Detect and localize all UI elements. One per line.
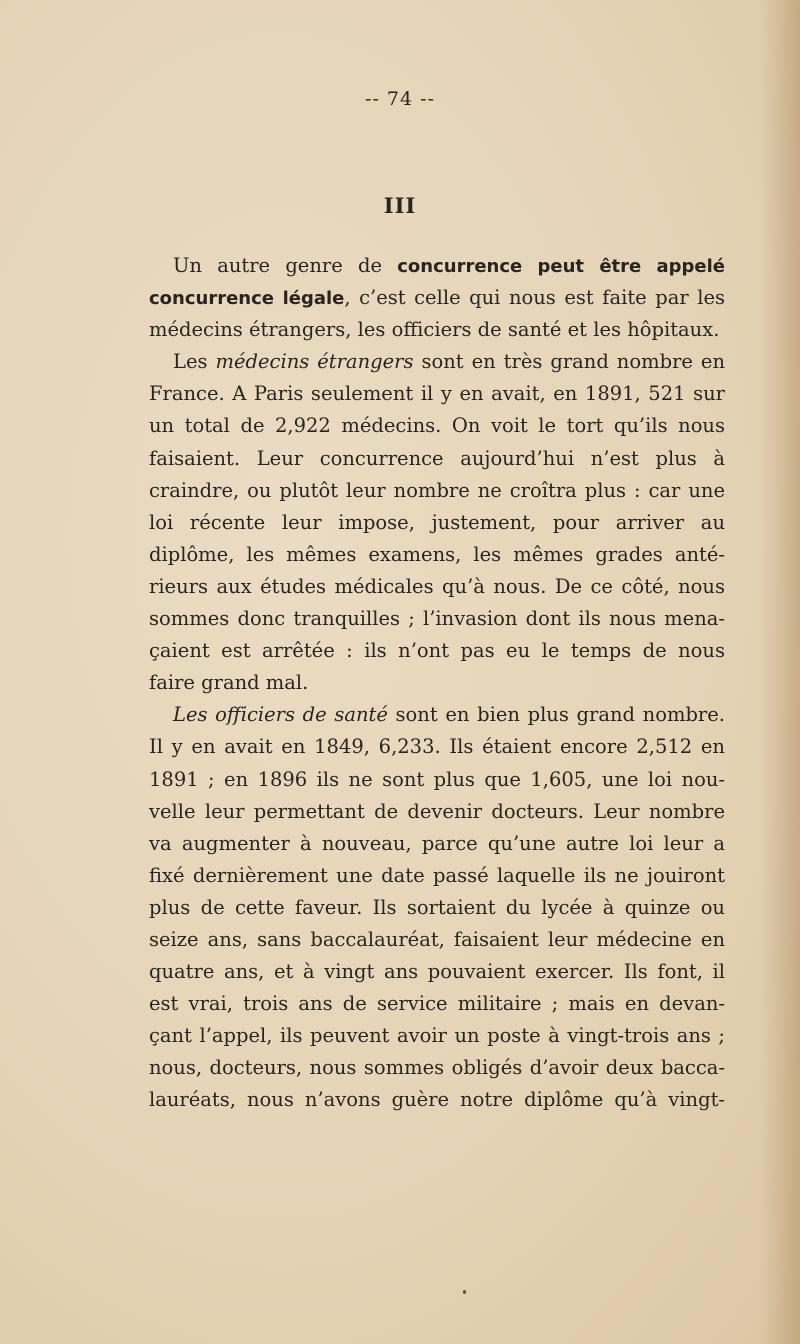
text-line: Les médecins étrangers sont en très grand nombre en: [173, 350, 726, 374]
text-line: est vrai, trois ans de service militaire ; mais en devan-: [149, 992, 725, 1016]
text-line: seize ans, sans baccalauréat, faisaient leur médecine en: [149, 927, 725, 951]
paper-speck: [463, 1290, 466, 1294]
text-line: sommes donc tranquilles ; l’invasion dont ils nous mena-: [149, 607, 725, 631]
text-line: nous, docteurs, nous sommes obligés d’avoir deux bacca-: [149, 1056, 725, 1080]
text-line: diplôme, les mêmes examens, les mêmes grades anté-: [149, 542, 725, 566]
text-line: va augmenter à nouveau, parce qu’une autre loi leur a: [149, 831, 725, 855]
text-line: çaient est arrêtée : ils n’ont pas eu le temps de nous: [149, 639, 725, 663]
text-line: Un autre genre de concurrence peut être appelé: [173, 254, 726, 277]
text-line: çant l’appel, ils peuvent avoir un poste à vingt-trois ans ;: [149, 1024, 725, 1048]
text-line: velle leur permettant de devenir docteurs. Leur nombre: [149, 799, 725, 823]
section-heading: III: [383, 193, 417, 218]
body-text: [149, 250, 725, 1117]
text-line: loi récente leur impose, justement, pour arriver au: [149, 510, 725, 534]
text-line: lauréats, nous n’avons guère notre diplôme qu’à vingt-: [149, 1088, 725, 1112]
text-line: craindre, ou plutôt leur nombre ne croîtra plus : car une: [149, 478, 725, 502]
text-line: plus de cette faveur. Ils sortaient du lycée à quinze ou: [149, 895, 725, 919]
text-line: fixé dernièrement une date passé laquelle ils ne jouiront: [149, 863, 725, 887]
text-line: rieurs aux études médicales qu’à nous. De ce côté, nous: [149, 574, 725, 598]
text-line: faisaient. Leur concurrence aujourd’hui n’est plus à: [149, 446, 725, 470]
text-line: 1891 ; en 1896 ils ne sont plus que 1,605, une loi nou-: [149, 767, 725, 791]
page-number: -- 74 --: [365, 88, 435, 110]
text-line: un total de 2,922 médecins. On voit le tort qu’ils nous: [149, 414, 725, 438]
text-line: concurrence légale, c’est celle qui nous est faite par les: [149, 286, 725, 310]
text-line: quatre ans, et à vingt ans pouvaient exercer. Ils font, il: [149, 960, 725, 984]
text-line: Il y en avait en 1849, 6,233. Ils étaient encore 2,512 en: [149, 735, 725, 759]
text-line: faire grand mal.: [149, 671, 309, 695]
text-line: France. A Paris seulement il y en avait, en 1891, 521 sur: [149, 382, 725, 406]
text-line: médecins étrangers, les officiers de santé et les hôpitaux.: [149, 318, 720, 342]
text-line: Les officiers de santé sont en bien plus grand nombre.: [173, 703, 725, 727]
